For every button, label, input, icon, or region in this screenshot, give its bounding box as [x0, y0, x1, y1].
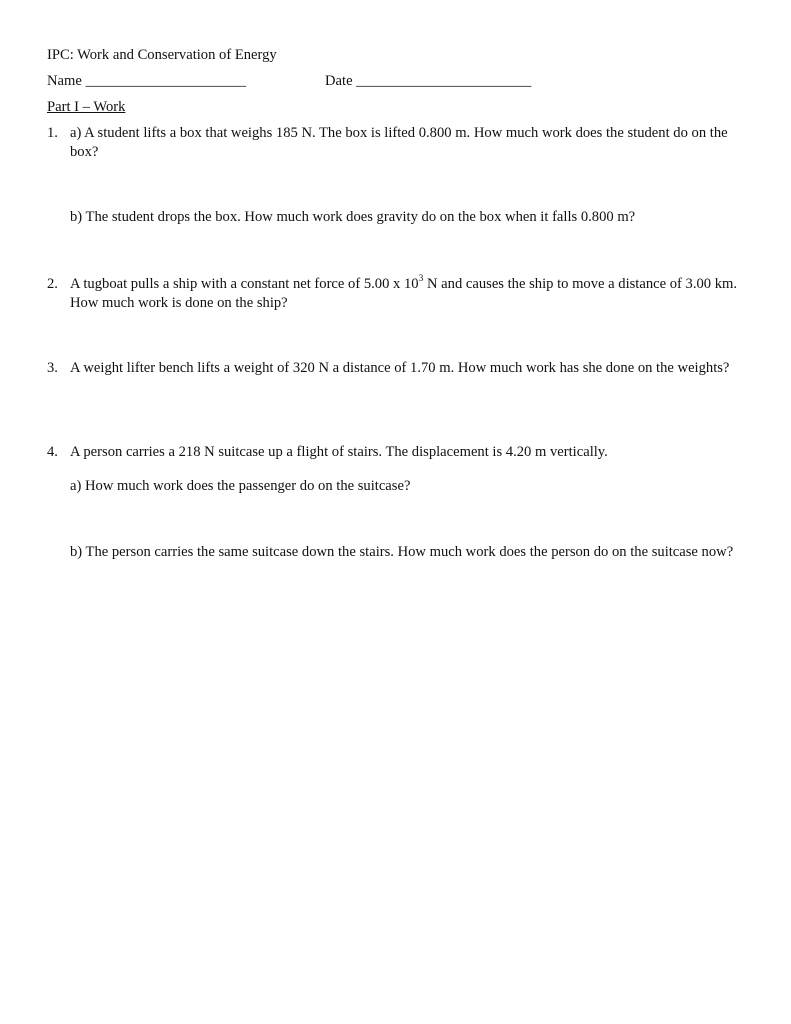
question-1-number: 1. [47, 125, 58, 141]
question-2-text-before: A tugboat pulls a ship with a constant net force of 5.00 x 10 [70, 276, 419, 292]
question-4b-text: b) The person carries the same suitcase down the stairs. How much work does the person do on the suitcase now? [70, 544, 734, 560]
question-2-text [70, 275, 750, 313]
question-1a-text: a) A student lifts a box that weighs 185 N. The box is lifted 0.800 m. How much work does the student do on the box? [70, 125, 728, 160]
question-3-number: 3. [47, 360, 58, 376]
section-title: Part I – Work [47, 99, 126, 115]
date-blank: ________________________ [356, 73, 532, 89]
question-2-text-after: N and causes the ship to move a distance of 3.00 km. How much work is done on the ship? [70, 276, 738, 311]
name-field [47, 72, 246, 90]
date-label: Date [325, 73, 353, 89]
name-label: Name [47, 73, 82, 89]
question-4a-text: a) How much work does the passenger do on the suitcase? [70, 478, 411, 494]
question-4-number: 4. [47, 444, 58, 460]
worksheet-title: IPC: Work and Conservation of Energy [47, 47, 277, 63]
question-3-text: A weight lifter bench lifts a weight of 320 N a distance of 1.70 m. How much work has she done on the weights? [70, 360, 730, 376]
date-field [325, 72, 531, 90]
name-blank: ______________________ [85, 73, 247, 89]
question-1b-text: b) The student drops the box. How much work does gravity do on the box when it falls 0.800 m? [70, 209, 636, 225]
question-4-text: A person carries a 218 N suitcase up a flight of stairs. The displacement is 4.20 m vertically. [70, 444, 608, 460]
question-2-exponent: 3 [418, 274, 424, 285]
question-2-number: 2. [47, 276, 58, 292]
